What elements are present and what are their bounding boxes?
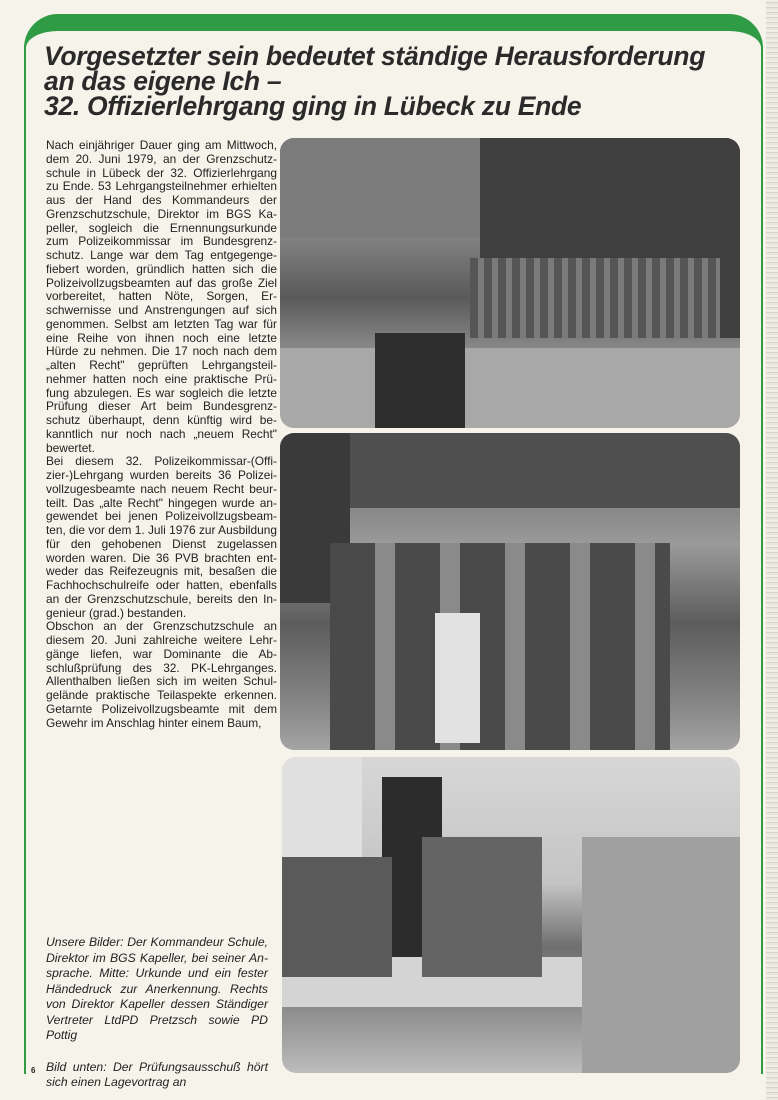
officer-pointing — [582, 837, 740, 1073]
photo-handshake — [280, 433, 740, 750]
page-edge — [766, 0, 778, 1100]
caption-bottom: Bild unten: Der Prüfungsausschuß hört sich einen Lagevortrag an — [46, 1059, 268, 1089]
caption-main: Unsere Bilder: Der Kommandeur Schule, Direktor im BGS Kapeller, bei seiner Ansprache. Mitte: Urkunde und ein fester Händedruck zur Anerkennung. Rechts von Direktor Kapeller dessen Ständiger Vertreter LtdPD Pretzsch sowie PD Pottig — [46, 935, 268, 1042]
seated-officer — [282, 857, 392, 977]
seated-officer — [422, 837, 542, 977]
title-line: Vorgesetzter sein bedeutet ständige Herausforderung — [44, 41, 706, 71]
green-frame-right — [761, 46, 763, 1074]
row-of-officers — [470, 258, 720, 338]
green-frame-left — [24, 46, 26, 1074]
officers-group — [330, 543, 670, 750]
lectern-with-eagle — [375, 333, 465, 428]
article-title — [44, 41, 759, 121]
lectern-with-eagle — [435, 613, 480, 743]
page-number: 6 — [31, 1066, 36, 1075]
photo-speech-ceremony — [280, 138, 740, 428]
title-line: 32. Offizierlehrgang ging in Lübeck zu Ende — [44, 91, 582, 121]
title-line: an das eigene Ich – — [44, 66, 282, 96]
building-roof — [350, 433, 740, 508]
paragraph: Nach einjähriger Dauer ging am Mittwoch, dem 20. Juni 1979, an der Grenzschutzschule in Lübeck der 32. Offizierlehrgang zu Ende. 53 Lehrgangsteilnehmer erhielten aus der Hand des Kommandeurs der Grenzschutzschule, Direktor im BGS Kapeller, sogleich die Ernennungsurkunde zum Polizeikommissar im Bundesgrenzschutz. Lange war dem Tag entgegengefiebert worden, gründlich hatten sich die Polizeivollzugsbeamten auf das große Ziel vorbereitet, hatten Nöte, Sorgen, Erschwernisse und Anstrengungen auf sich genommen. Selbst am letzten Tag war für eine Reihe von ihnen noch eine letzte Hürde zu nehmen. Die 17 noch nach dem „alten Recht" geprüften Lehrgangsteilnehmer hatten noch eine praktische Prüfung abzulegen. Es war sogleich die letzte Prüfung dieser Art beim Bundesgrenzschutz überhaupt, denn künftig wird bekanntlich nur noch nach „neuem Recht" bewertet. — [46, 138, 277, 455]
photo-captions — [46, 935, 268, 1091]
paragraph: Bei diesem 32. Polizeikommissar-(Offizier-)Lehrgang wurden bereits 36 Polizeivollzugesbeamte nach neuem Recht beurteilt. Das „alte Recht" hingegen wurde angewendet bei jenen Polizeivollzugsbeamten, die vor dem 1. Juli 1976 zur Ausbildung für den gehobenen Dienst zugelassen worden waren. Die 36 PVB brachten entweder das Reifezeugnis mit, besaßen die Fachhochschulreife oder hatten, ebenfalls an der Grenzschutzschule, bereits den Ingenieur (grad.) bestanden. — [46, 454, 277, 620]
article-body — [46, 139, 277, 730]
paragraph: Obschon an der Grenzschutzschule an diesem 20. Juni zahlreiche weitere Lehrgänge liefen, war Dominante die Abschlußprüfung des 32. PK-Lehrganges. Allenthalben ließen sich im weiten Schulgelände praktische Teilaspekte erkennen. Getarnte Polizeivollzugsbeamte mit dem Gewehr im Anschlag hinter einem Baum, — [46, 619, 277, 730]
photo-examination-board — [282, 757, 740, 1073]
lawn — [280, 348, 740, 428]
